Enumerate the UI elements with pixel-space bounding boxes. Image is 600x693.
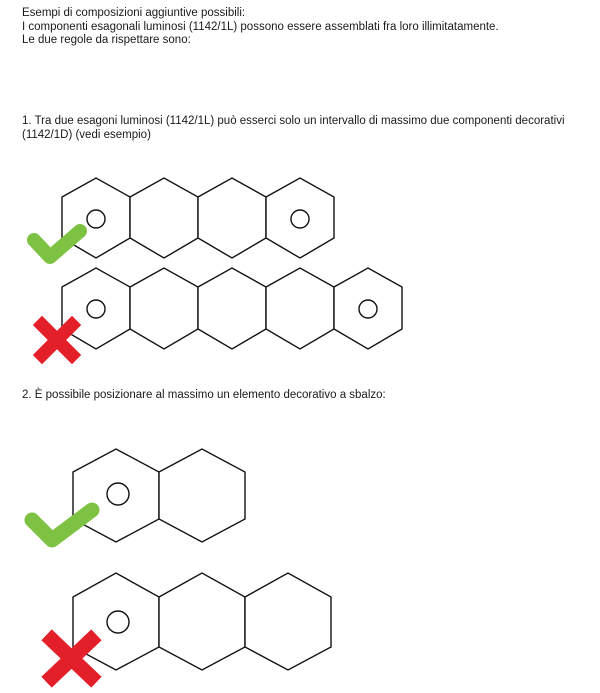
hex-decorative (159, 573, 245, 670)
hex-decorative (198, 268, 266, 349)
rule-1-wrong-example (0, 265, 420, 365)
hex-decorative (266, 268, 334, 349)
hex-decorative (130, 178, 198, 258)
hex-row (73, 573, 331, 670)
lamp-circle-icon (87, 210, 105, 228)
intro-line-2: I componenti esagonali luminosi (1142/1L) possono essere assemblati fra loro illimitatamente. (22, 20, 499, 33)
rule-1-correct-example (0, 175, 360, 275)
intro-line-3: Le due regole da rispettare sono: (22, 34, 191, 46)
lamp-circle-icon (107, 611, 129, 633)
check-icon (32, 510, 92, 540)
hex-decorative (130, 268, 198, 349)
hex-decorative (159, 449, 245, 542)
intro-line-1: Esempi di composizioni aggiuntive possibili: (22, 7, 246, 19)
hex-row (73, 449, 245, 542)
hex-row (62, 178, 334, 258)
cross-icon (42, 325, 72, 355)
rule-2-text: 2. È possibile posizionare al massimo un elemento decorativo a sbalzo: (22, 389, 386, 401)
hex-decorative (198, 178, 266, 258)
intro-text (22, 7, 582, 48)
hex-decorative (245, 573, 331, 670)
rule-2-correct-example (0, 440, 260, 565)
hex-row (62, 268, 402, 349)
lamp-circle-icon (87, 300, 105, 318)
check-icon (34, 231, 80, 257)
lamp-circle-icon (291, 210, 309, 228)
cross-icon (52, 640, 91, 677)
lamp-circle-icon (359, 300, 377, 318)
lamp-circle-icon (107, 483, 129, 505)
rule-1-text: 1. Tra due esagoni luminosi (1142/1L) può esserci solo un intervallo di massimo due componenti decorativi (1142/1D) (vedi esempio) (22, 115, 565, 141)
rule-2-wrong-example (0, 565, 340, 693)
